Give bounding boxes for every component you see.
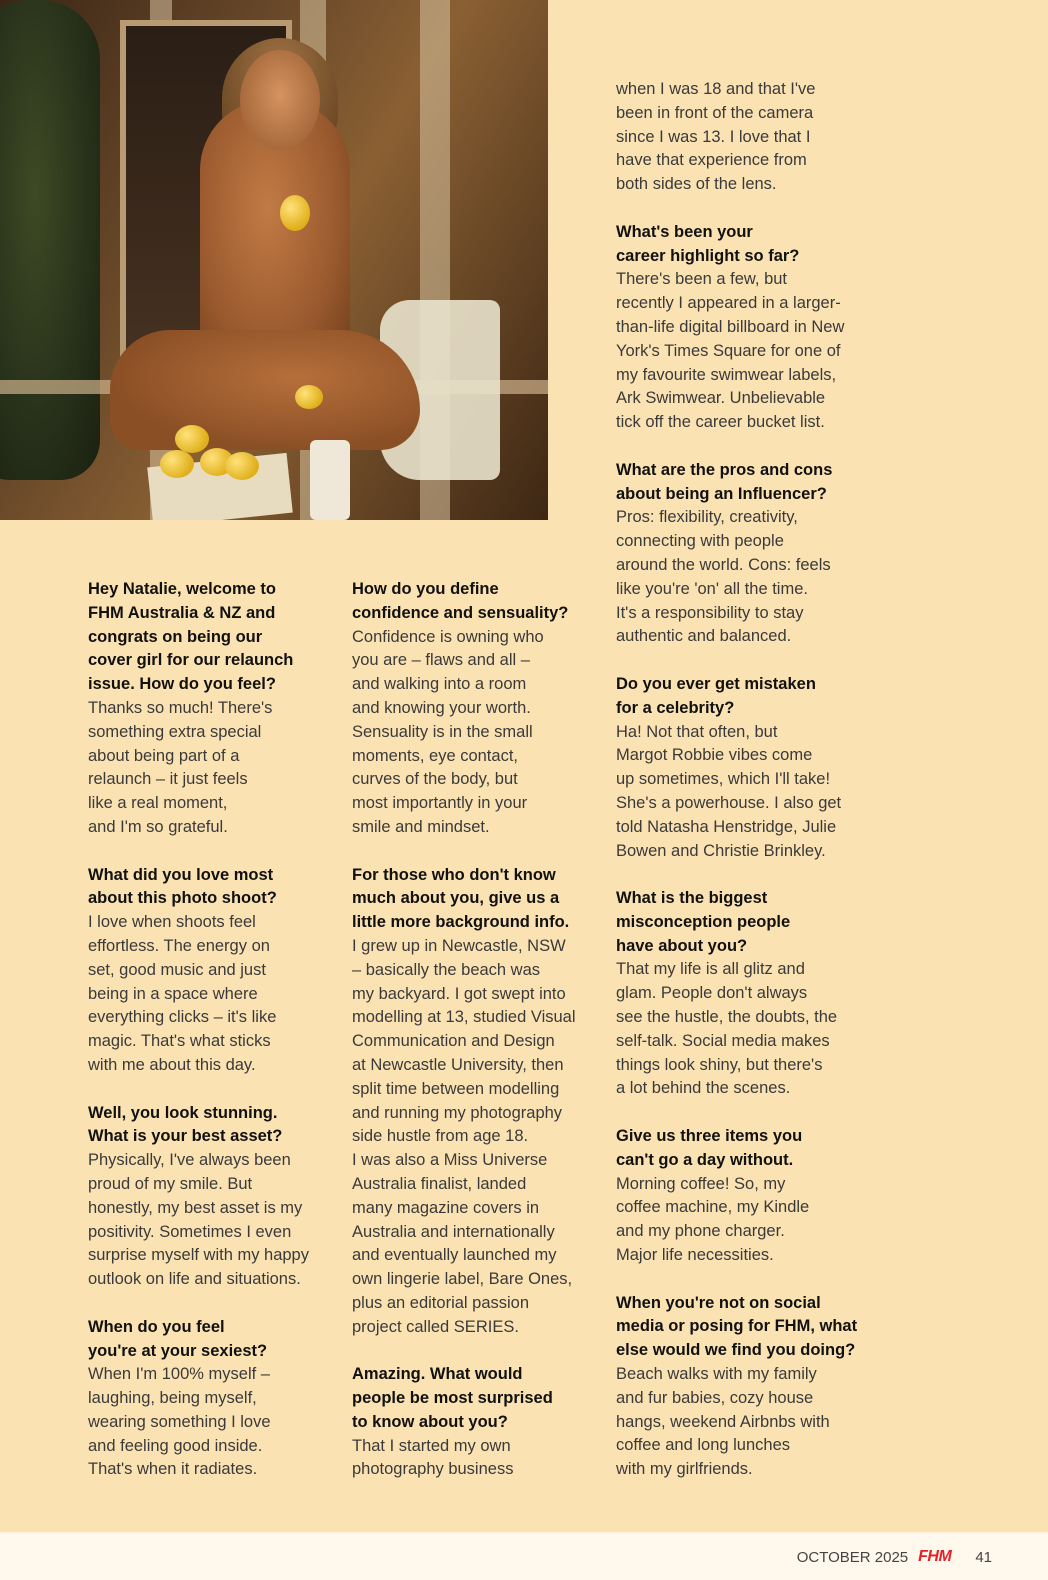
answer: Pros: flexibility, creativity, connecting with people around the world. Cons: feels like you're 'on' all the time. It's a responsibility to stay authentic and balanced. xyxy=(616,508,831,646)
lemon-icon xyxy=(160,450,194,478)
question: Hey Natalie, welcome to FHM Australia & NZ and congrats on being our cover girl for our relaunch issue. How do you feel? xyxy=(88,580,294,694)
page-number: 41 xyxy=(975,1548,992,1566)
answer: That my life is all glitz and glam. People don't always see the hustle, the doubts, the self-talk. Social media makes things look shiny, but there's a lot behind the scenes. xyxy=(616,960,838,1098)
question: Do you ever get mistaken for a celebrity? xyxy=(616,674,816,717)
question: How do you define confidence and sensuality? xyxy=(352,580,569,622)
article-column-3 xyxy=(616,78,876,1482)
answer: Ha! Not that often, but Margot Robbie vibes come up sometimes, which I'll take! She's a powerhouse. I also get told Natasha Henstridge, Julie Bowen and Christie Brinkley. xyxy=(616,722,842,860)
shrub-shape xyxy=(0,0,100,480)
page-footer xyxy=(797,1546,992,1568)
answer: That I started my own photography business xyxy=(352,1436,514,1479)
figure-head xyxy=(240,50,320,150)
issue-date: OCTOBER 2025 xyxy=(796,1548,909,1566)
fhm-logo: FHM xyxy=(918,1548,952,1565)
question: Amazing. What would people be most surprised to know about you? xyxy=(352,1365,553,1431)
question: Give us three items you can't go a day without. xyxy=(616,1127,803,1169)
answer: Confidence is owning who you are – flaws and all – and walking into a room and knowing your worth. Sensuality is in the small moments, eye contact, curves of the body, but most importantly in your smile and mindset. xyxy=(352,627,544,836)
answer: When I'm 100% myself – laughing, being myself, wearing something I love and feeling good inside. That's when it radiates. xyxy=(88,1365,271,1479)
lemon-icon xyxy=(295,385,323,409)
answer: Thanks so much! There's something extra special about being part of a relaunch – it just feels like a real moment, and I'm so grateful. xyxy=(88,698,273,836)
question: What did you love most about this photo shoot? xyxy=(88,865,277,908)
question: When do you feel you're at your sexiest? xyxy=(88,1317,268,1360)
lemon-icon xyxy=(225,452,259,480)
figure-legs xyxy=(110,330,420,450)
article-column-1 xyxy=(88,578,338,1482)
cover-photo xyxy=(0,0,548,520)
stool-shape xyxy=(310,440,350,520)
answer: Beach walks with my family and fur babies, cozy house hangs, weekend Airbnbs with coffee and long lunches with my girlfriends. xyxy=(616,1365,830,1479)
lemon-icon xyxy=(175,425,209,453)
question: Well, you look stunning. What is your best asset? xyxy=(88,1103,283,1146)
answer: Physically, I've always been proud of my smile. But honestly, my best asset is my positivity. Sometimes I even surprise myself with my happy outlook on life and situations. xyxy=(88,1151,309,1289)
answer: I grew up in Newcastle, NSW – basically the beach was my backyard. I got swept into modelling at 13, studied Visual Communication and Design at Newcastle University, then split time between modelling and running my photography side hustle from age 18. I was also a Miss Universe Australia finalist, landed many magazine covers in Australia and internationally and eventually launched my own lingerie label, Bare Ones, plus an editorial passion project called SERIES. xyxy=(352,936,576,1336)
question: When you're not on social media or posing for FHM, what else would we find you doing? xyxy=(616,1293,858,1360)
question: What's been your career highlight so far? xyxy=(616,222,800,265)
question: What are the pros and cons about being an Influencer? xyxy=(616,460,833,503)
question: What is the biggest misconception people have about you? xyxy=(616,889,791,955)
lemon-icon xyxy=(280,195,310,231)
answer: I love when shoots feel effortless. The energy on set, good music and just being in a space where everything clicks – it's like magic. That's what sticks with me about this day. xyxy=(88,913,277,1074)
answer-continued: when I was 18 and that I've been in front of the camera since I was 13. I love that I have that experience from both sides of the lens. xyxy=(616,80,816,194)
article-column-2 xyxy=(352,578,602,1482)
question: For those who don't know much about you, give us a little more background info. xyxy=(352,865,570,932)
answer: There's been a few, but recently I appeared in a larger- than-life digital billboard in New York's Times Square for one of my favourite swimwear labels, Ark Swimwear. Unbelievable tick off the career bucket list. xyxy=(616,270,845,432)
answer: Morning coffee! So, my coffee machine, my Kindle and my phone charger. Major life necessities. xyxy=(616,1174,810,1265)
